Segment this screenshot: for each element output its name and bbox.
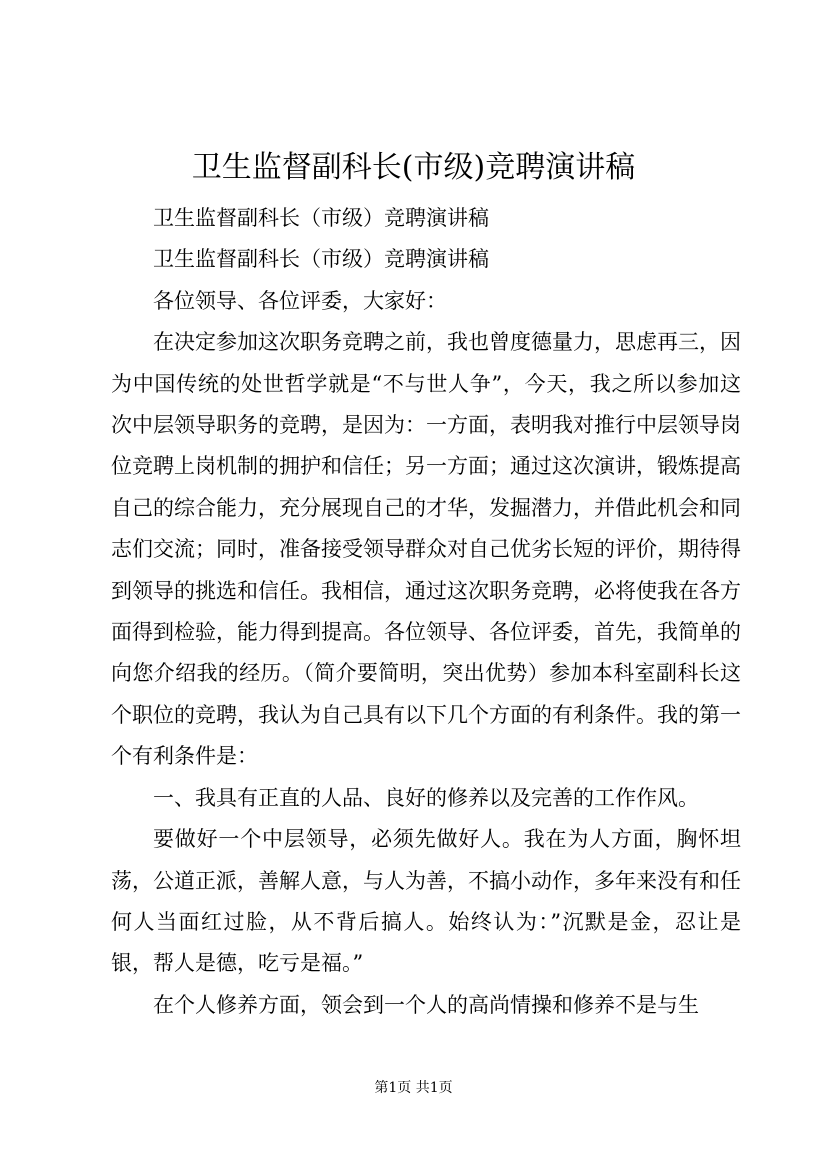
paragraph-cultivation: 在个人修养方面，领会到一个人的高尚情操和修养不是与生 <box>153 992 699 1017</box>
paragraph-character: 要做好一个中层领导，必须先做好人。我在为人方面，胸怀坦荡，公道正派，善解人意，与人为善，不搞小动作，多年来没有和任何人当面红过脸，从不背后搞人。始终认为：”沉默是金，忍让是银，帮人是德，吃亏是福。” <box>111 827 741 976</box>
paragraph-intro: 在决定参加这次职务竞聘之前，我也曾度德量力，思虑再三，因为中国传统的处世哲学就是“不与世人争”，今天，我之所以参加这次中层领导职务的竞聘，是因为：一方面，表明我对推行中层领导岗位竞聘上岗机制的拥护和信任；另一方面；通过这次演讲，锻炼提高自己的综合能力，充分展现自己的才华，发掘潜力，并借此机会和同志们交流；同时，准备接受领导群众对自己优劣长短的评价，期待得到领导的挑选和信任。我相信，通过这次职务竞聘，必将使我在各方面得到检验，能力得到提高。各位领导、各位评委，首先，我简单的向您介绍我的经历。（简介要简明，突出优势）参加本科室副科长这个职位的竞聘，我认为自己具有以下几个方面的有利条件。我的第一个有利条件是： <box>111 330 741 769</box>
paragraph-subtitle-1: 卫生监督副科长（市级）竞聘演讲稿 <box>153 206 489 230</box>
document-title: 卫生监督副科长(市级)竞聘演讲稿 <box>191 150 636 185</box>
page-footer: 第1页 共1页 <box>374 1080 453 1096</box>
paragraph-heading-1: 一、我具有正直的人品、良好的修养以及完善的工作作风。 <box>153 785 699 810</box>
document-body <box>111 198 741 1026</box>
paragraph-greeting: 各位领导、各位评委，大家好： <box>153 288 447 313</box>
paragraph-subtitle-2: 卫生监督副科长（市级）竞聘演讲稿 <box>153 247 489 272</box>
